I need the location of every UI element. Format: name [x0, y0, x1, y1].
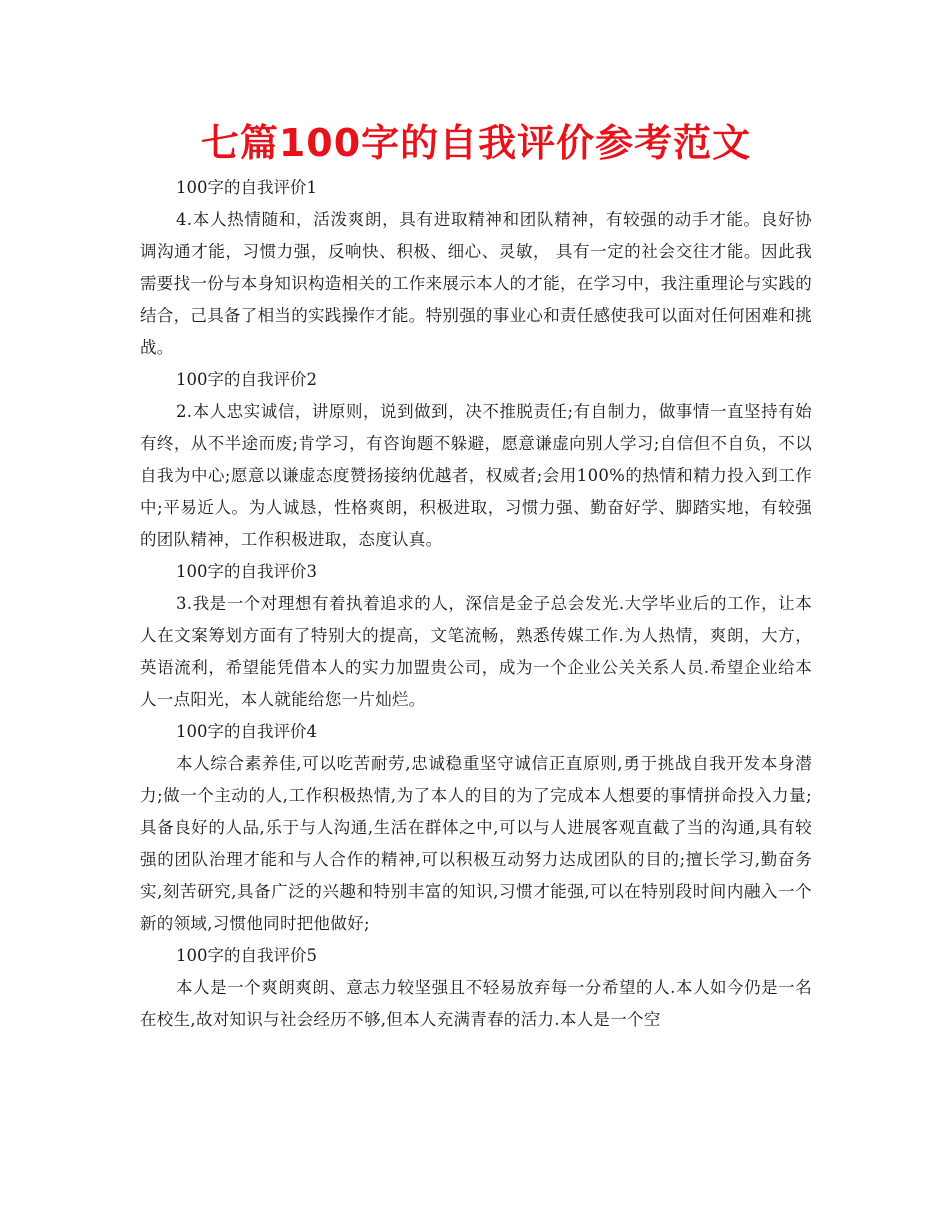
document-page — [140, 118, 812, 1036]
section-body: 本人综合素养佳,可以吃苦耐劳,忠诚稳重坚守诚信正直原则,勇于挑战自我开发本身潜力;做一个主动的人,工作积极热情,为了本人的目的为了完成本人想要的事情拼命投入力量;具备良好的人品,乐于与人沟通,生活在群体之中,可以与人进展客观直截了当的沟通,具有较强的团队治理才能和与人合作的精神,可以积极互动努力达成团队的目的;擅长学习,勤奋务实,刻苦研究,具备广泛的兴趣和特别丰富的知识,习惯才能强,可以在特别段时间内融入一个新的领域,习惯他同时把他做好; — [140, 754, 812, 933]
document-title: 七篇100字的自我评价参考范文 — [200, 121, 752, 165]
section-heading: 100字的自我评价2 — [176, 370, 317, 389]
section-body: 2.本人忠实诚信，讲原则，说到做到，决不推脱责任;有自制力，做事情一直坚持有始有终，从不半途而废;肯学习，有咨询题不躲避，愿意谦虚向别人学习;自信但不自负，不以自我为中心;愿意以谦虚态度赞扬接纳优越者，权威者;会用100%的热情和精力投入到工作中;平易近人。为人诚恳，性格爽朗，积极进取，习惯力强、勤奋好学、脚踏实地，有较强的团队精神，工作积极进取，态度认真。 — [140, 402, 812, 549]
section-heading: 100字的自我评价3 — [176, 562, 317, 581]
section-body: 本人是一个爽朗爽朗、意志力较坚强且不轻易放弃每一分希望的人.本人如今仍是一名在校生,故对知识与社会经历不够,但本人充满青春的活力.本人是一个空 — [140, 978, 812, 1029]
section-heading: 100字的自我评价5 — [176, 946, 317, 965]
section-body: 4.本人热情随和，活泼爽朗，具有进取精神和团队精神，有较强的动手才能。良好协调沟通才能，习惯力强，反响快、积极、细心、灵敏， 具有一定的社会交往才能。因此我需要找一份与本身知识构造相关的工作来展示本人的才能，在学习中，我注重理论与实践的结合，己具备了相当的实践操作才能。特别强的事业心和责任感使我可以面对任何困难和挑战。 — [140, 210, 812, 357]
section-heading: 100字的自我评价4 — [176, 722, 317, 741]
section-heading: 100字的自我评价1 — [176, 178, 317, 197]
section-body: 3.我是一个对理想有着执着追求的人，深信是金子总会发光.大学毕业后的工作，让本人在文案筹划方面有了特别大的提高，文笔流畅，熟悉传媒工作.为人热情，爽朗，大方，英语流利，希望能凭借本人的实力加盟贵公司，成为一个企业公关关系人员.希望企业给本人一点阳光，本人就能给您一片灿烂。 — [140, 594, 812, 709]
